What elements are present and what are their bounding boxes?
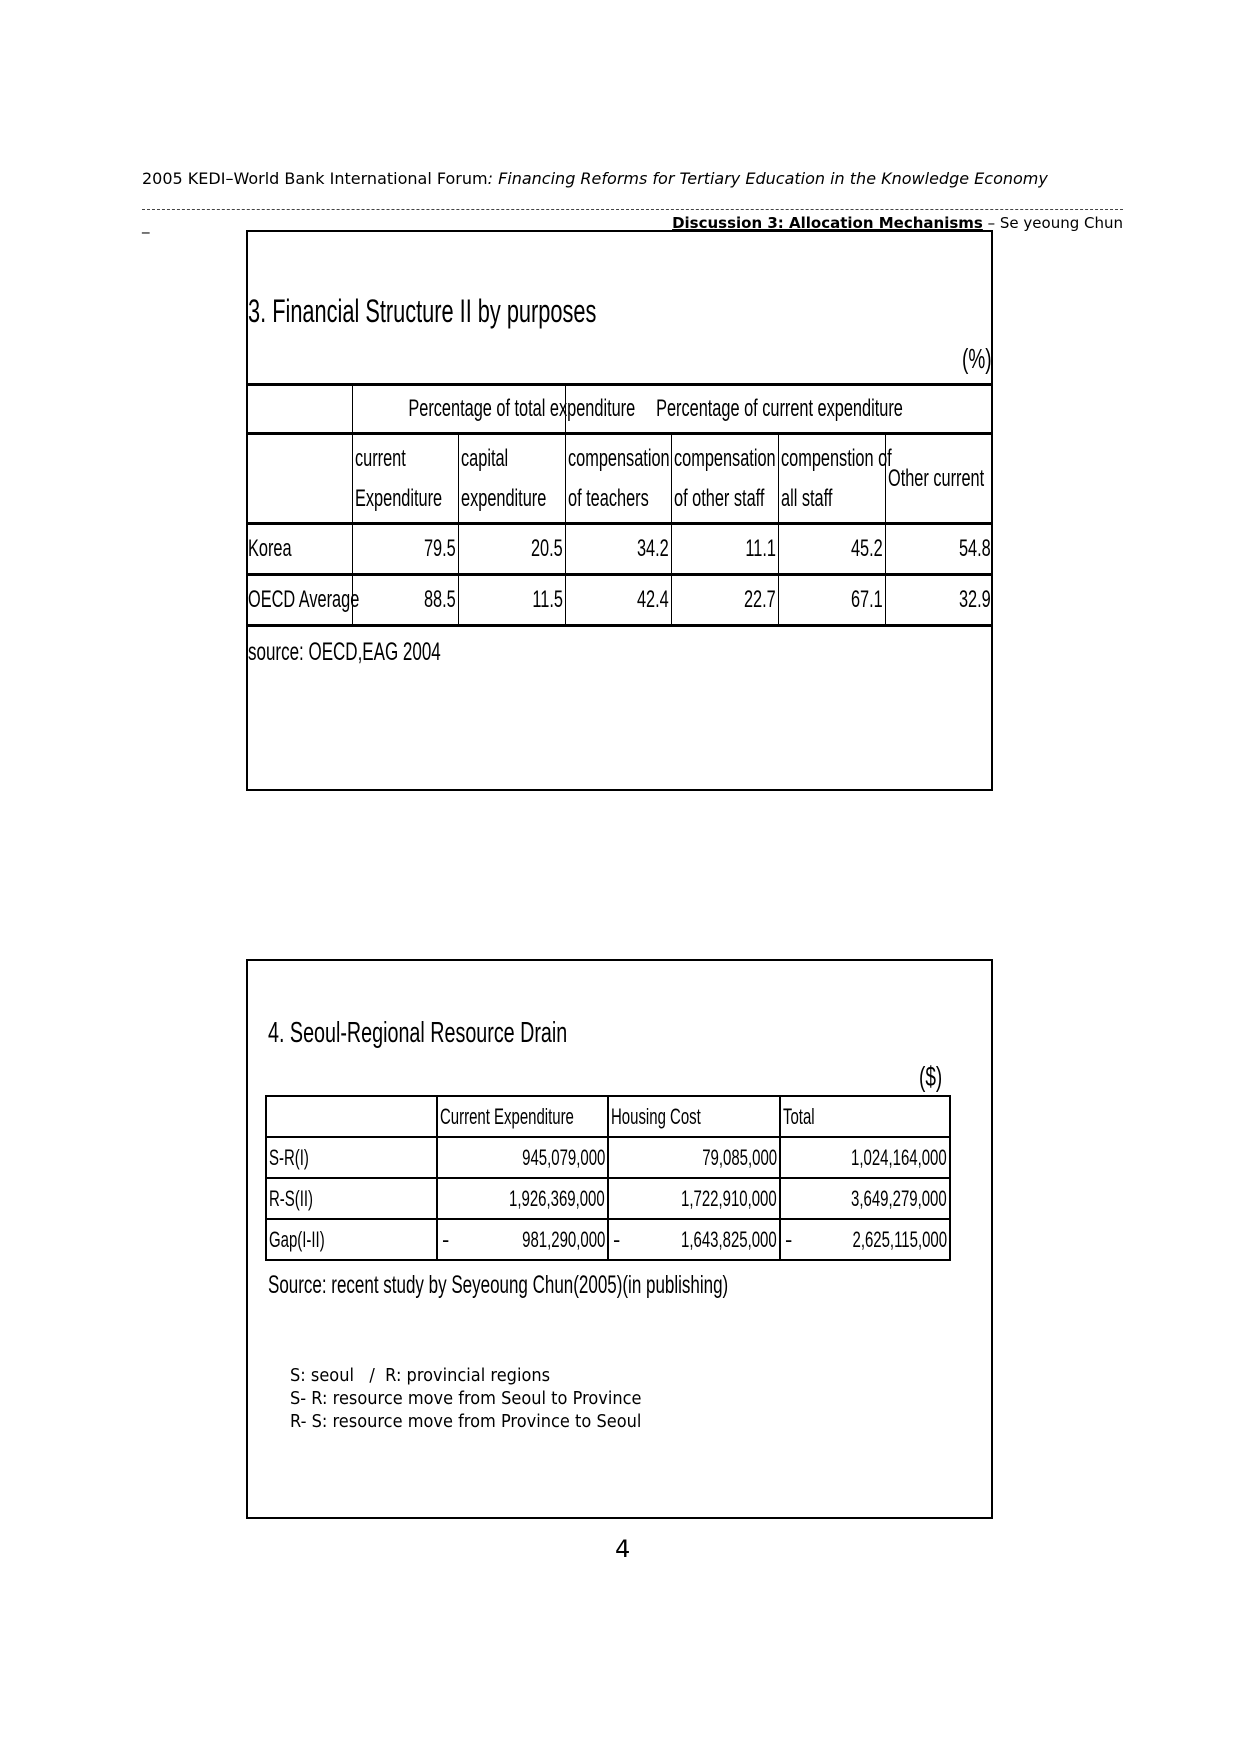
negative-sign: - <box>613 1226 621 1252</box>
column-header-line: capital <box>460 444 508 472</box>
column-header-line: compensation <box>673 444 776 472</box>
cell <box>780 1219 950 1260</box>
column-header-line: Expenditure <box>354 484 442 512</box>
cell-value: 20.5 <box>530 535 563 562</box>
column-header-line: current <box>354 444 406 472</box>
table1-title-text: 3. Financial Structure II by purposes <box>248 293 597 329</box>
cell-value: 54.8 <box>959 535 992 562</box>
table1-source <box>248 637 531 667</box>
cell <box>778 524 885 575</box>
cell <box>671 524 778 575</box>
column-header <box>565 434 671 524</box>
cell-value: 11.5 <box>531 586 563 613</box>
column-header-line: compensation <box>567 444 670 472</box>
table1-source-text: source: OECD,EAG 2004 <box>248 638 441 666</box>
column-header-text: Total <box>783 1103 815 1129</box>
row-label-text: R-S(II) <box>269 1185 314 1211</box>
running-header <box>142 169 1048 188</box>
cell-value: 22.7 <box>743 586 776 613</box>
cell <box>780 1178 950 1219</box>
row-label <box>246 575 360 626</box>
cell-value: 1,926,369,000 <box>509 1185 605 1211</box>
table1-title <box>248 292 760 330</box>
table1-unit-text: (%) <box>962 343 992 374</box>
empty-cell <box>246 434 352 524</box>
row-label <box>246 524 352 575</box>
cell <box>608 1137 780 1178</box>
cell <box>778 575 885 626</box>
column-header <box>885 434 993 524</box>
note-line: S- R: resource move from Seoul to Province <box>290 1388 642 1409</box>
row-label <box>266 1219 437 1260</box>
group-header-row <box>246 385 993 434</box>
negative-sign: - <box>442 1226 450 1252</box>
section-title: Discussion 3: Allocation Mechanisms <box>672 214 983 232</box>
note-line: S: seoul / R: provincial regions <box>290 1365 551 1386</box>
cell-value: 3,649,279,000 <box>851 1185 947 1211</box>
financial-structure-table <box>246 383 993 627</box>
row-label <box>266 1178 437 1219</box>
column-header <box>266 1096 437 1137</box>
cell <box>608 1178 780 1219</box>
cell <box>437 1137 608 1178</box>
table-row <box>266 1219 950 1260</box>
cell-value: 32.9 <box>959 586 992 613</box>
column-header-line: all staff <box>780 484 832 512</box>
group-header-text: Percentage of current expenditure <box>655 395 903 422</box>
table2-source-text: Source: recent study by Seyeoung Chun(2005)(in publishing) <box>268 1271 729 1299</box>
table-row <box>266 1137 950 1178</box>
cell <box>352 575 458 626</box>
column-header <box>671 434 778 524</box>
table-row <box>246 524 993 575</box>
table1-unit <box>962 342 1006 375</box>
forum-name: 2005 KEDI–World Bank International Forum <box>142 169 488 188</box>
group-header-text: Percentage of total expenditure <box>407 395 635 422</box>
legend-notes <box>290 1364 681 1433</box>
empty-cell <box>246 385 352 434</box>
cell-value: 34.2 <box>636 535 669 562</box>
column-header-line: compenstion of <box>780 444 892 472</box>
note-line: R- S: resource move from Province to Seoul <box>290 1411 642 1432</box>
row-label-text: OECD Average <box>248 586 360 613</box>
cell-value: 1,024,164,000 <box>851 1144 947 1170</box>
table2-unit-text: ($) <box>919 1061 943 1092</box>
cell-value: 11.1 <box>744 535 776 562</box>
cell-value: 945,079,000 <box>521 1144 605 1170</box>
cell-value: 42.4 <box>636 586 669 613</box>
cell <box>458 524 565 575</box>
cell <box>565 524 671 575</box>
cell-value: 2,625,115,000 <box>852 1226 947 1252</box>
column-header <box>458 434 565 524</box>
header-marker: _ <box>142 216 150 234</box>
table2-title <box>268 1015 708 1050</box>
page-number: 4 <box>615 1535 631 1563</box>
cell-value: 67.1 <box>850 586 883 613</box>
table2-source <box>268 1270 945 1300</box>
cell-value: 45.2 <box>850 535 883 562</box>
column-header <box>352 434 458 524</box>
column-header <box>437 1096 608 1137</box>
column-header-row <box>246 434 993 524</box>
cell-value: 79,085,000 <box>702 1144 777 1170</box>
cell <box>352 524 458 575</box>
author: – Se yeoung Chun <box>982 214 1123 232</box>
cell-value: 88.5 <box>423 586 456 613</box>
table-row <box>246 575 993 626</box>
cell <box>437 1178 608 1219</box>
table2-unit <box>919 1060 953 1093</box>
forum-subtitle: : Financing Reforms for Tertiary Education in the Knowledge Economy <box>487 169 1048 188</box>
cell <box>885 524 993 575</box>
column-header-line: Other current <box>887 464 984 492</box>
row-label-text: Gap(I-II) <box>269 1226 325 1252</box>
group-header-total <box>352 385 635 434</box>
cell <box>671 575 778 626</box>
cell <box>437 1219 608 1260</box>
cell <box>608 1219 780 1260</box>
negative-sign: - <box>785 1226 793 1252</box>
row-label-text: S-R(I) <box>269 1144 309 1170</box>
column-header <box>780 1096 950 1137</box>
cell <box>780 1137 950 1178</box>
row-label-text: Korea <box>248 535 292 562</box>
column-header-line: expenditure <box>460 484 546 512</box>
cell <box>565 575 671 626</box>
cell-value: 1,643,825,000 <box>681 1226 777 1252</box>
column-header-line: of teachers <box>567 484 649 512</box>
column-header <box>608 1096 780 1137</box>
resource-drain-table <box>265 1095 951 1261</box>
column-header-line: of other staff <box>673 484 764 512</box>
header-row <box>266 1096 950 1137</box>
cell <box>885 575 993 626</box>
header-rule <box>142 209 1123 210</box>
cell-value: 981,290,000 <box>521 1226 605 1252</box>
column-header <box>778 434 892 524</box>
cell-value: 79.5 <box>423 535 456 562</box>
cell <box>458 575 565 626</box>
column-header-text: Housing Cost <box>611 1103 701 1129</box>
table2-title-text: 4. Seoul-Regional Resource Drain <box>268 1017 568 1049</box>
row-label <box>266 1137 437 1178</box>
column-header-text: Current Expenditure <box>440 1103 574 1129</box>
table-row <box>266 1178 950 1219</box>
cell-value: 1,722,910,000 <box>681 1185 777 1211</box>
